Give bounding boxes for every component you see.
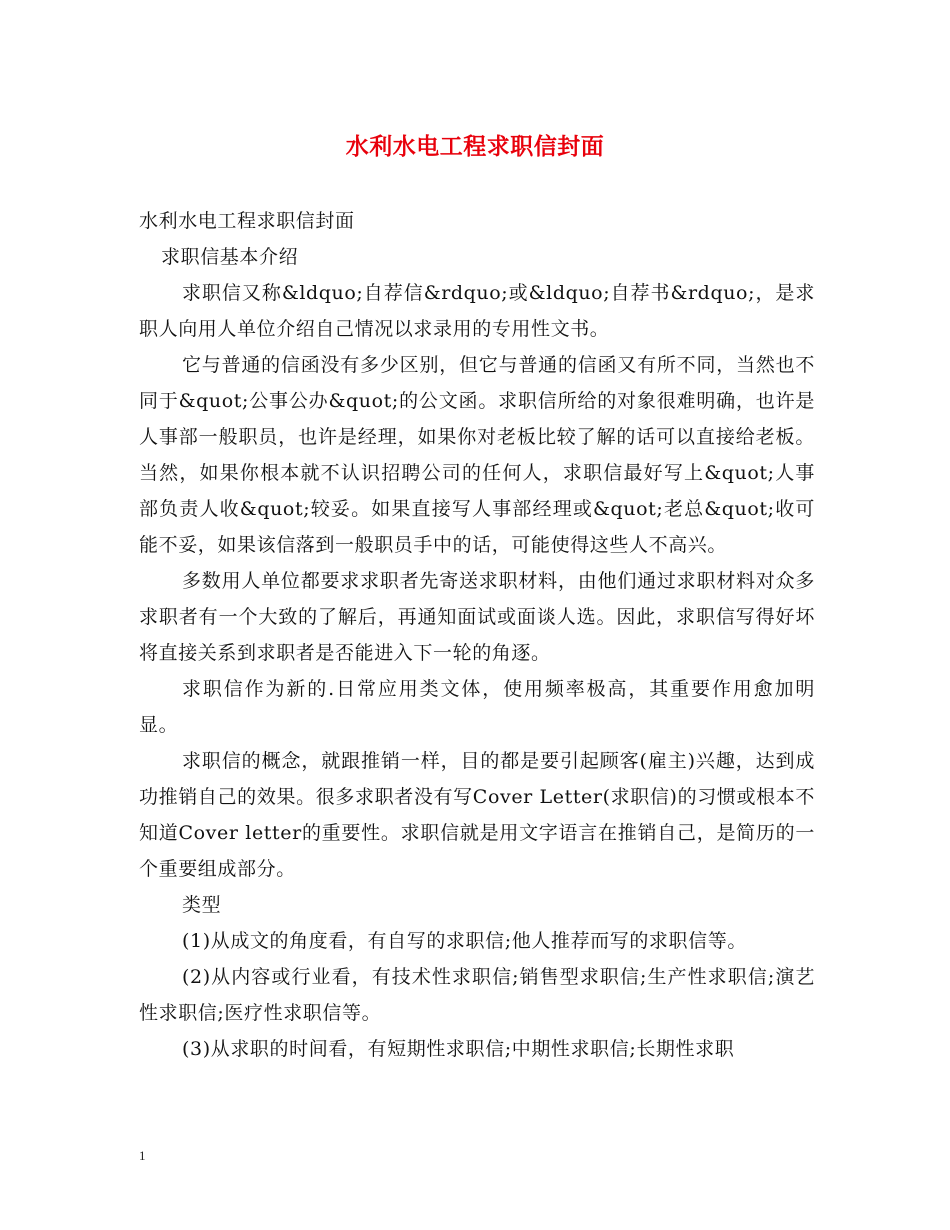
subtitle-paragraph: 水利水电工程求职信封面: [139, 210, 355, 232]
body-paragraph: 求职信作为新的.日常应用类文体，使用频率极高，其重要作用愈加明显。: [139, 678, 815, 736]
list-item: (1)从成文的角度看，有自写的求职信;他人推荐而写的求职信等。: [182, 930, 747, 952]
body-paragraph: 它与普通的信函没有多少区别，但它与普通的信函又有所不同，当然也不同于&quot;公事公办&quot;的公文函。求职信所给的对象很难明确，也许是人事部一般职员，也许是经理，如果你对老板比较了解的话可以直接给老板。当然，如果你根本就不认识招聘公司的任何人，求职信最好写上&quot;人事部负责人收&quot;较妥。如果直接写人事部经理或&quot;老总&quot;收可能不妥，如果该信落到一般职员手中的话，可能使得这些人不高兴。: [139, 354, 815, 556]
body-paragraph: 求职信又称&ldquo;自荐信&rdquo;或&ldquo;自荐书&rdquo;，是求职人向用人单位介绍自己情况以求录用的专用性文书。: [139, 282, 815, 340]
body-paragraph: 多数用人单位都要求求职者先寄送求职材料，由他们通过求职材料对众多求职者有一个大致的了解后，再通知面试或面谈人选。因此，求职信写得好坏将直接关系到求职者是否能进入下一轮的角逐。: [139, 570, 815, 664]
document-title: 水利水电工程求职信封面: [345, 134, 605, 160]
page-number: 1: [139, 1148, 146, 1163]
section-heading-types: 类型: [182, 894, 222, 916]
section-heading-intro: 求职信基本介绍: [161, 246, 299, 268]
list-item: (2)从内容或行业看，有技术性求职信;销售型求职信;生产性求职信;演艺性求职信;医疗性求职信等。: [139, 966, 815, 1024]
document-body: [139, 203, 815, 1067]
body-paragraph: 求职信的概念，就跟推销一样，目的都是要引起顾客(雇主)兴趣，达到成功推销自己的效果。很多求职者没有写Cover Letter(求职信)的习惯或根本不知道Cover letter的重要性。求职信就是用文字语言在推销自己，是简历的一个重要组成部分。: [139, 750, 815, 880]
list-item: (3)从求职的时间看，有短期性求职信;中期性求职信;长期性求职: [182, 1038, 735, 1060]
